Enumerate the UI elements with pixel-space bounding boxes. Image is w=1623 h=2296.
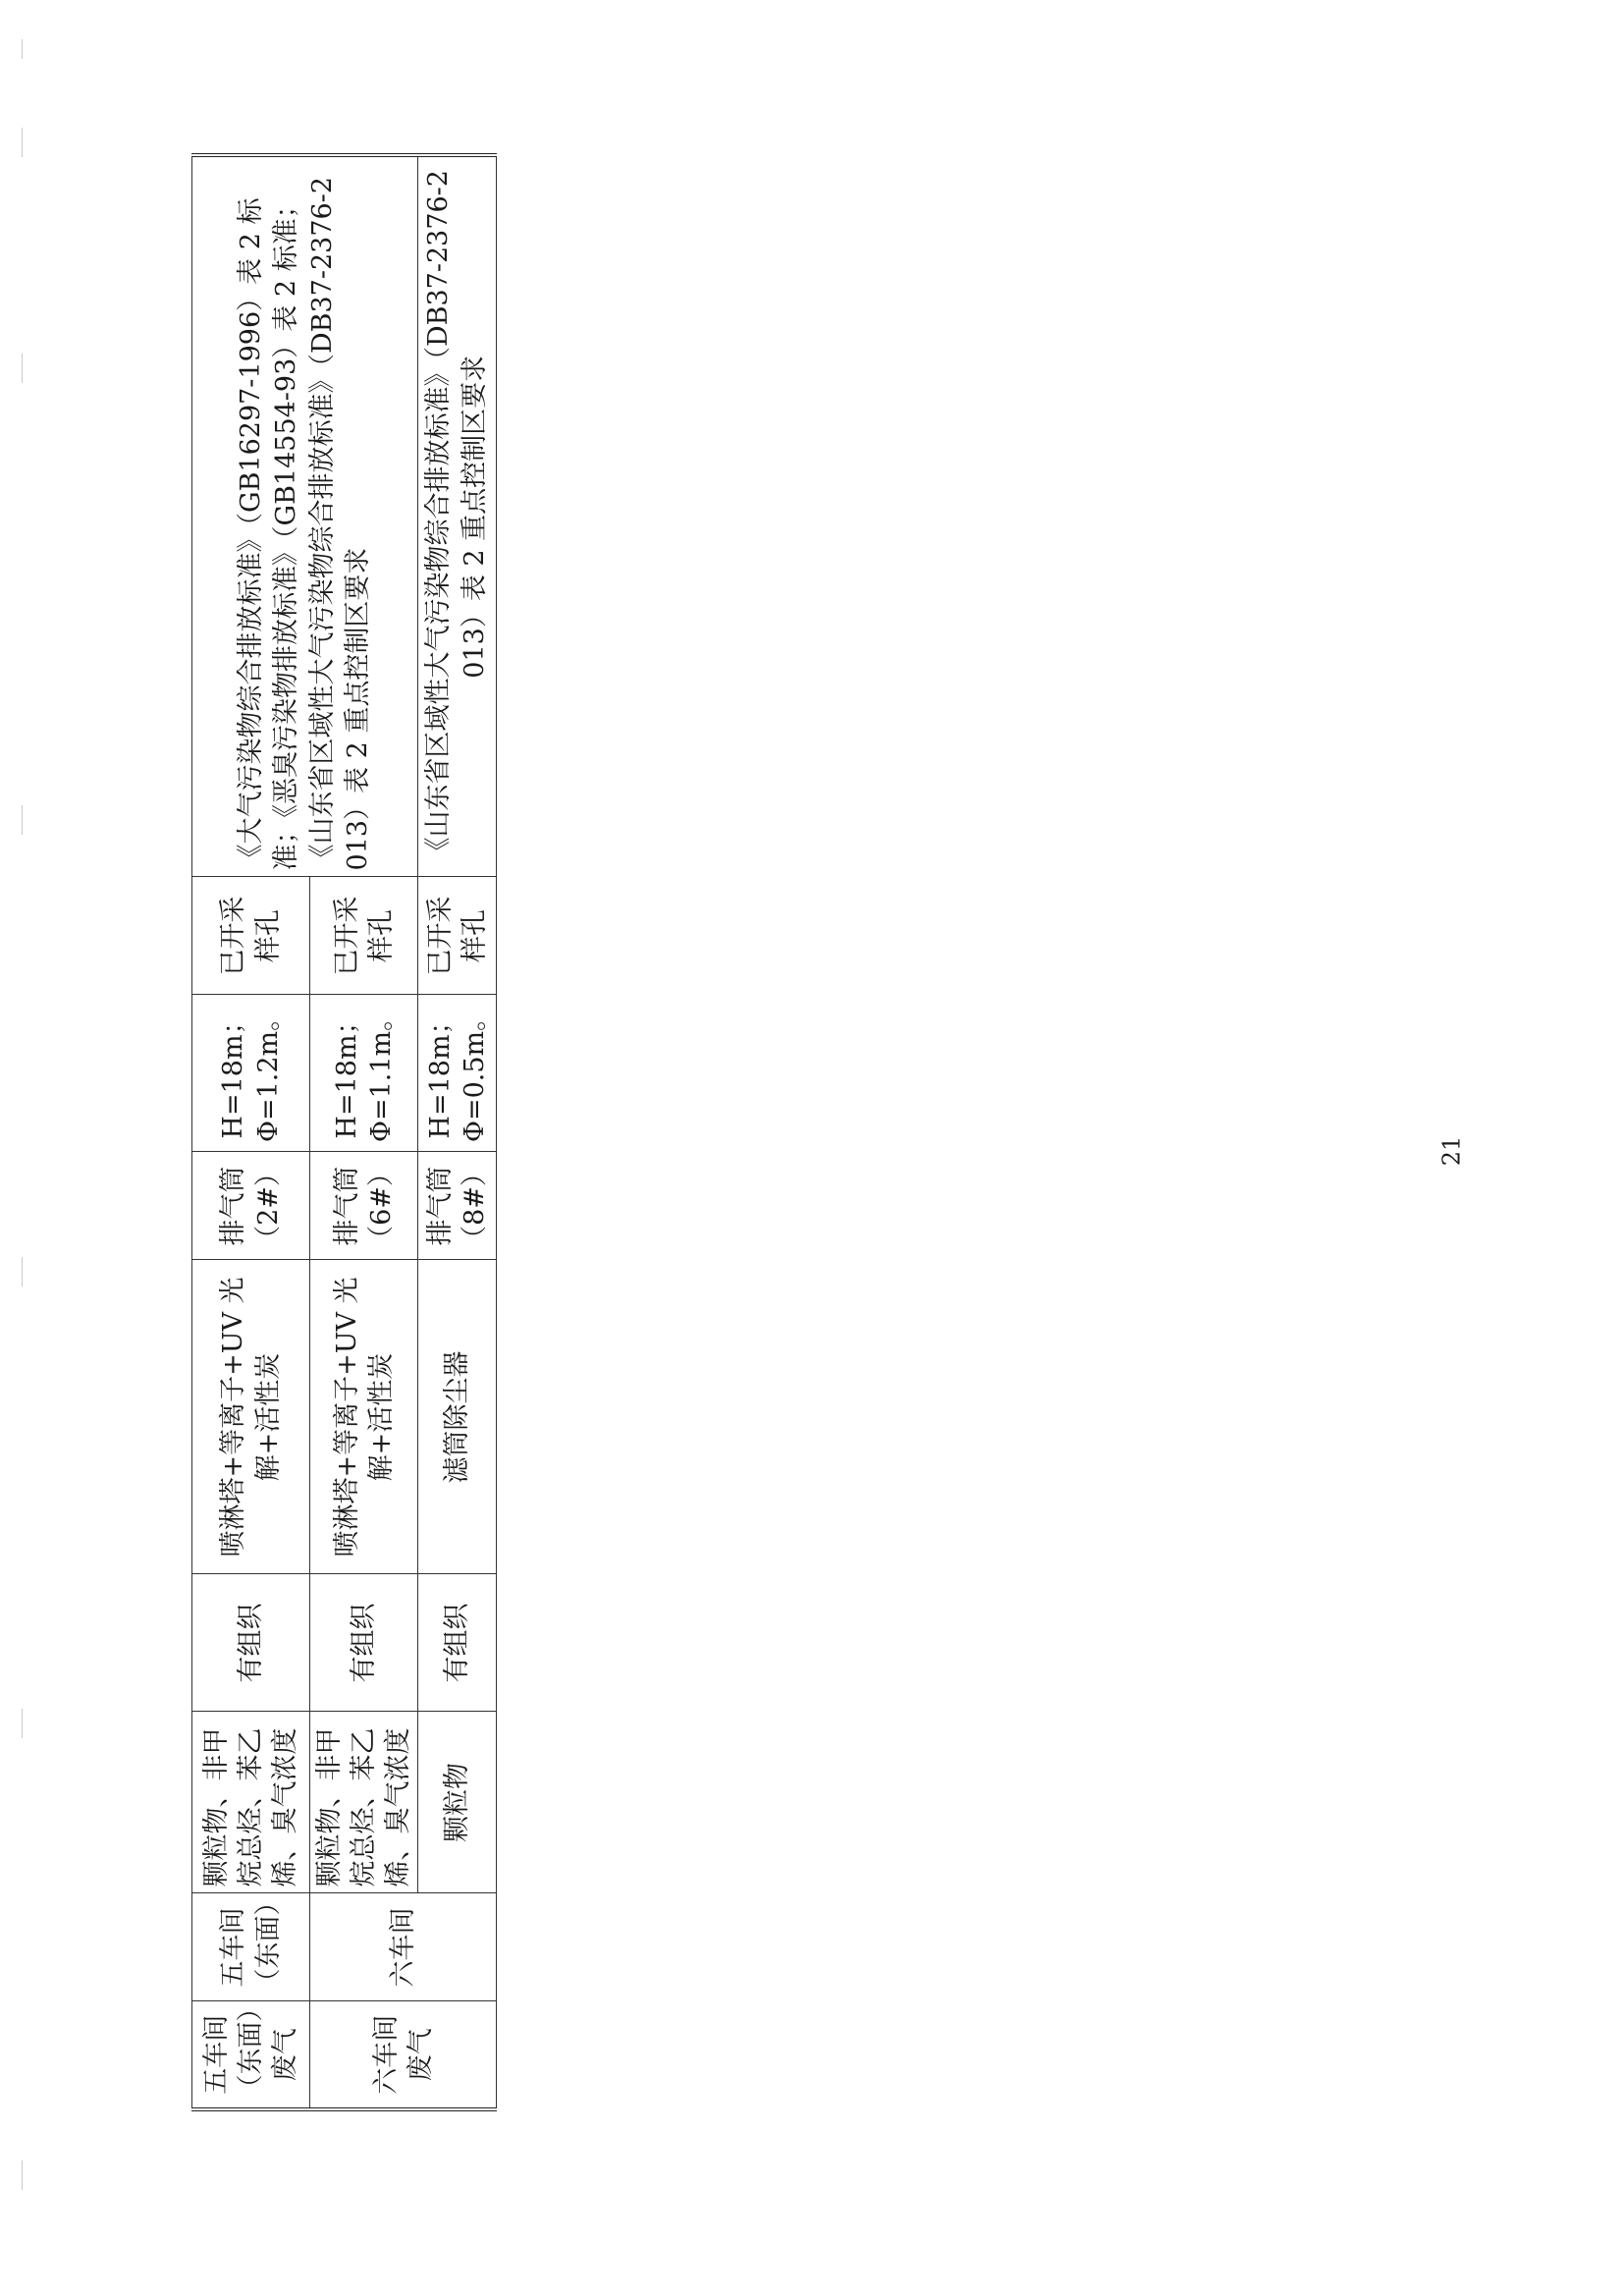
- type-cell: 有组织: [310, 1574, 418, 1712]
- outlet-cell: 排气筒（2#）: [192, 1152, 310, 1260]
- params-cell: H=18m；Φ=1.1m。: [310, 995, 418, 1152]
- standard-cell: 《大气污染物综合排放标准》（GB16297-1996）表 2 标准；《恶臭污染物排放标准》（GB14554-93）表 2 标准；《山东省区域性大气污染物综合排放标准》（DB37-2376-2013）表 2 重点控制区要求: [192, 155, 418, 877]
- scan-edge-mark: [22, 1257, 23, 1286]
- type-cell: 有组织: [418, 1574, 497, 1712]
- pollutants-cell: 颗粒物、非甲烷总烃、苯乙烯、臭气浓度: [192, 1712, 310, 1893]
- scan-edge-mark: [22, 39, 23, 59]
- source-cell: 六车间废气: [310, 2001, 497, 2109]
- scan-edge-mark: [22, 805, 23, 835]
- sampling-cell: 已开采样孔: [418, 877, 497, 995]
- treatment-cell: 喷淋塔+等离子+UV 光解+活性炭: [310, 1260, 418, 1574]
- rotated-table-wrapper: [191, 157, 496, 2111]
- scan-edge-mark: [22, 128, 23, 157]
- source-cell: 五车间（东面）废气: [192, 2001, 310, 2109]
- emission-table: [191, 153, 497, 2111]
- rotated-table-inner: [191, 157, 496, 2111]
- pollutants-cell: 颗粒物: [418, 1712, 497, 1893]
- table-row: [418, 155, 497, 2109]
- pollutants-cell: 颗粒物、非甲烷总烃、苯乙烯、臭气浓度: [310, 1712, 418, 1893]
- params-cell: H=18m；Φ=0.5m。: [418, 995, 497, 1152]
- outlet-cell: 排气筒（8#）: [418, 1152, 497, 1260]
- standard-cell: 《山东省区域性大气污染物综合排放标准》（DB37-2376-2013）表 2 重点控制区要求: [418, 155, 497, 877]
- params-cell: H=18m；Φ=1.2m。: [192, 995, 310, 1152]
- sampling-cell: 已开采样孔: [310, 877, 418, 995]
- sampling-cell: 已开采样孔: [192, 877, 310, 995]
- page-number: 21: [1437, 1135, 1466, 1167]
- table-row: [192, 155, 310, 2109]
- location-cell: 六车间: [310, 1893, 497, 2001]
- type-cell: 有组织: [192, 1574, 310, 1712]
- scan-edge-mark: [22, 1709, 23, 1738]
- outlet-cell: 排气筒（6#）: [310, 1152, 418, 1260]
- scan-edge-mark: [22, 2160, 23, 2190]
- location-cell: 五车间（东面）: [192, 1893, 310, 2001]
- scan-edge-mark: [22, 354, 23, 383]
- treatment-cell: 喷淋塔+等离子+UV 光解+活性炭: [192, 1260, 310, 1574]
- treatment-cell: 滤筒除尘器: [418, 1260, 497, 1574]
